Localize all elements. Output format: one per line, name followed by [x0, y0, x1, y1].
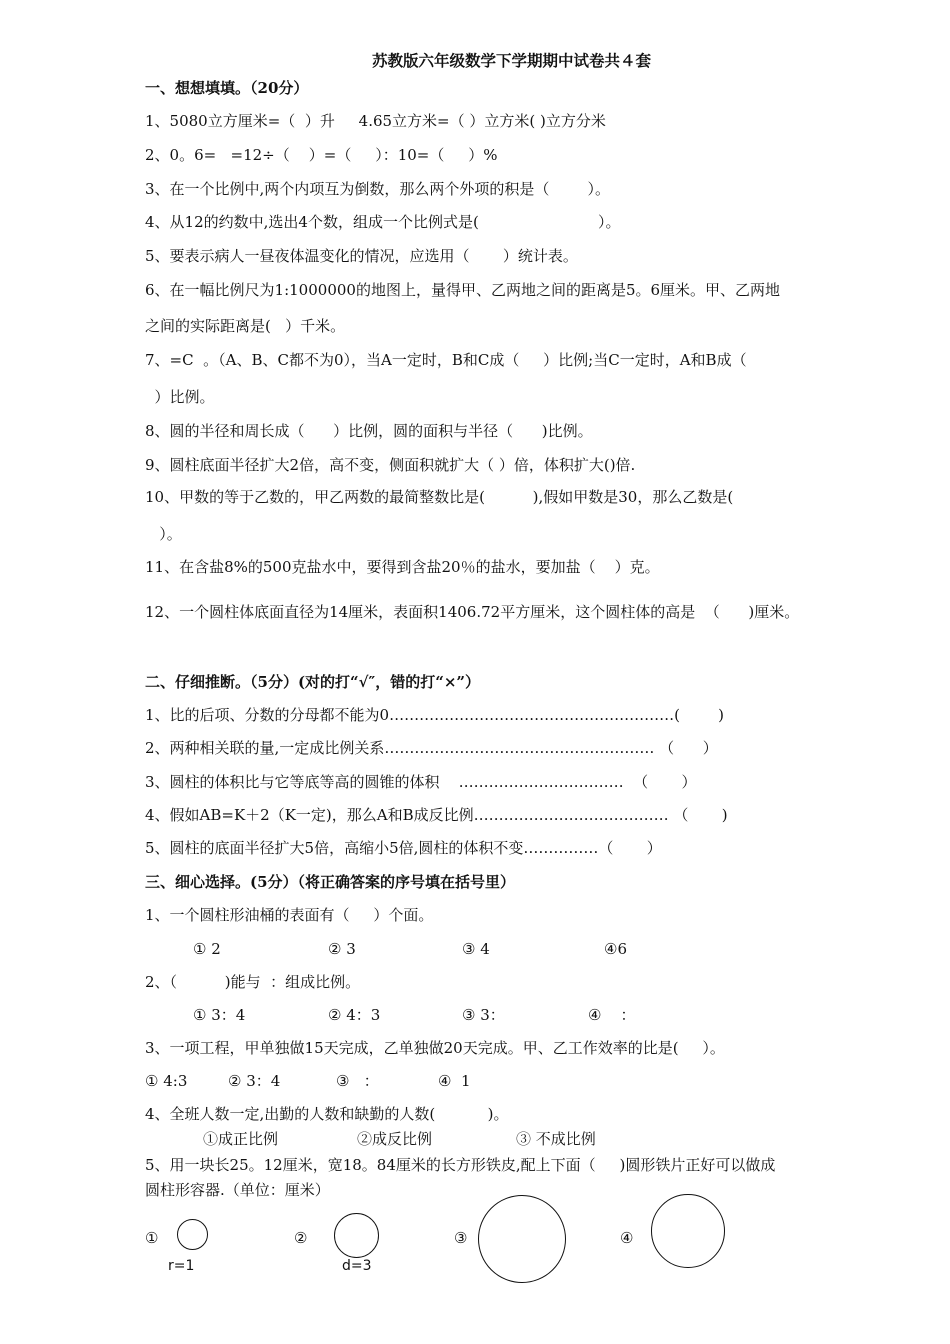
choice-1-option-2: ② 3: [328, 940, 356, 958]
question-1-11: 11、在含盐8%的500克盐水中，要得到含盐20％的盐水，要加盐（ ）克。: [145, 558, 660, 576]
circle-option-2-label: d=3: [342, 1258, 372, 1274]
question-1-9: 9、圆柱底面半径扩大2倍，高不变，侧面积就扩大（ ）倍，体积扩大()倍.: [145, 456, 636, 474]
judgement-item-2: 2、两种相关联的量,一定成比例关系……………………………………………… （ ）: [145, 739, 718, 757]
circle-option-4-mark: ④: [620, 1229, 634, 1247]
choice-1-option-1: ① 2: [193, 940, 221, 958]
choice-2-option-2: ② 4：3: [328, 1006, 381, 1024]
choice-1-option-3: ③ 4: [462, 940, 490, 958]
choice-question-4: 4、全班人数一定,出勤的人数和缺勤的人数( )。: [145, 1105, 509, 1123]
choice-3-option-4: ④ 1: [438, 1072, 471, 1090]
circle-option-3-mark: ③: [454, 1229, 468, 1247]
circle-option-1-shape: [177, 1219, 208, 1250]
judgement-item-5: 5、圆柱的底面半径扩大5倍，高缩小5倍,圆柱的体积不变……………（ ）: [145, 839, 662, 857]
question-1-4: 4、从12的约数中,选出4个数，组成一个比例式是( ）。: [145, 213, 621, 231]
choice-question-1: 1、一个圆柱形油桶的表面有（ ）个面。: [145, 906, 434, 924]
choice-2-option-1: ① 3：4: [193, 1006, 246, 1024]
question-1-12: 12、一个圆柱体底面直径为14厘米，表面积1406.72平方厘米，这个圆柱体的高是 （ )厘米。: [145, 603, 800, 621]
question-1-5: 5、要表示病人一昼夜体温变化的情况，应选用（ ）统计表。: [145, 247, 578, 265]
question-1-7-line2: ）比例。: [145, 388, 215, 406]
choice-question-5-line1: 5、用一块长25。12厘米，宽18。84厘米的长方形铁皮,配上下面（ )圆形铁片正好可以做成: [145, 1156, 776, 1174]
circle-option-2-shape: [334, 1213, 379, 1258]
question-1-3: 3、在一个比例中,两个内项互为倒数，那么两个外项的积是（ ）。: [145, 180, 610, 198]
circle-option-2-mark: ②: [294, 1229, 308, 1247]
choice-2-option-4: ④ ：: [588, 1006, 636, 1024]
question-1-10-line1: 10、甲数的等于乙数的，甲乙两数的最简整数比是( ),假如甲数是30，那么乙数是(: [145, 488, 734, 506]
question-1-8: 8、圆的半径和周长成（ ）比例，圆的面积与半径（ )比例。: [145, 422, 593, 440]
judgement-item-1: 1、比的后项、分数的分母都不能为0…………………………………………………( ): [145, 706, 724, 724]
section-2-heading: 二、仔细推断。（5分）(对的打“√″，错的打“×”）: [145, 673, 481, 691]
choice-3-option-3: ③ ：: [336, 1072, 379, 1090]
choice-1-option-4: ④6: [604, 940, 627, 958]
question-1-1: 1、5080立方厘米=（ ）升 4.65立方米=（ ）立方米( )立方分米: [145, 112, 606, 130]
choice-question-2: 2、（ )能与 ：组成比例。: [145, 973, 361, 991]
question-1-7-line1: 7、=C 。（A、B、C都不为0），当A一定时，B和C成（ ）比例;当C一定时，A和B成（: [145, 351, 747, 369]
choice-2-option-3: ③ 3：: [462, 1006, 505, 1024]
question-1-10-line2: ）。: [145, 525, 182, 543]
page-title: 苏教版六年级数学下学期期中试卷共４套: [372, 51, 652, 70]
choice-question-5-line2: 圆柱形容器.（单位：厘米）: [145, 1181, 330, 1199]
choice-question-3: 3、一项工程，甲单独做15天完成，乙单独做20天完成。甲、乙工作效率的比是( ）。: [145, 1039, 725, 1057]
choice-4-option-3: ③ 不成比例: [516, 1130, 596, 1148]
question-1-6-line1: 6、在一幅比例尺为1:1000000的地图上，量得甲、乙两地之间的距离是5。6厘米。甲、乙两地: [145, 281, 781, 299]
judgement-item-4: 4、假如AB=K＋2（K一定)，那么A和B成反比例………………………………… （ ): [145, 806, 728, 824]
circle-option-3-shape: [478, 1195, 566, 1283]
choice-3-option-2: ② 3：4: [228, 1072, 281, 1090]
circle-option-4-shape: [651, 1194, 725, 1268]
circle-option-1-mark: ①: [145, 1229, 159, 1247]
choice-4-option-1: ①成正比例: [203, 1130, 279, 1148]
question-1-2: 2、0。6= =12÷（ ）=（ ）：10=（ ）%: [145, 146, 498, 164]
section-3-heading: 三、细心选择。(5分）（将正确答案的序号填在括号里）: [145, 873, 516, 891]
choice-4-option-2: ②成反比例: [357, 1130, 433, 1148]
choice-3-option-1: ① 4:3: [145, 1072, 188, 1090]
question-1-6-line2: 之间的实际距离是( ）千米。: [145, 317, 346, 335]
judgement-item-3: 3、圆柱的体积比与它等底等高的圆锥的体积 …………………………… （ ）: [145, 773, 697, 791]
circle-option-1-label: r=1: [168, 1258, 195, 1274]
section-1-heading: 一、想想填填。（20分）: [145, 79, 309, 97]
